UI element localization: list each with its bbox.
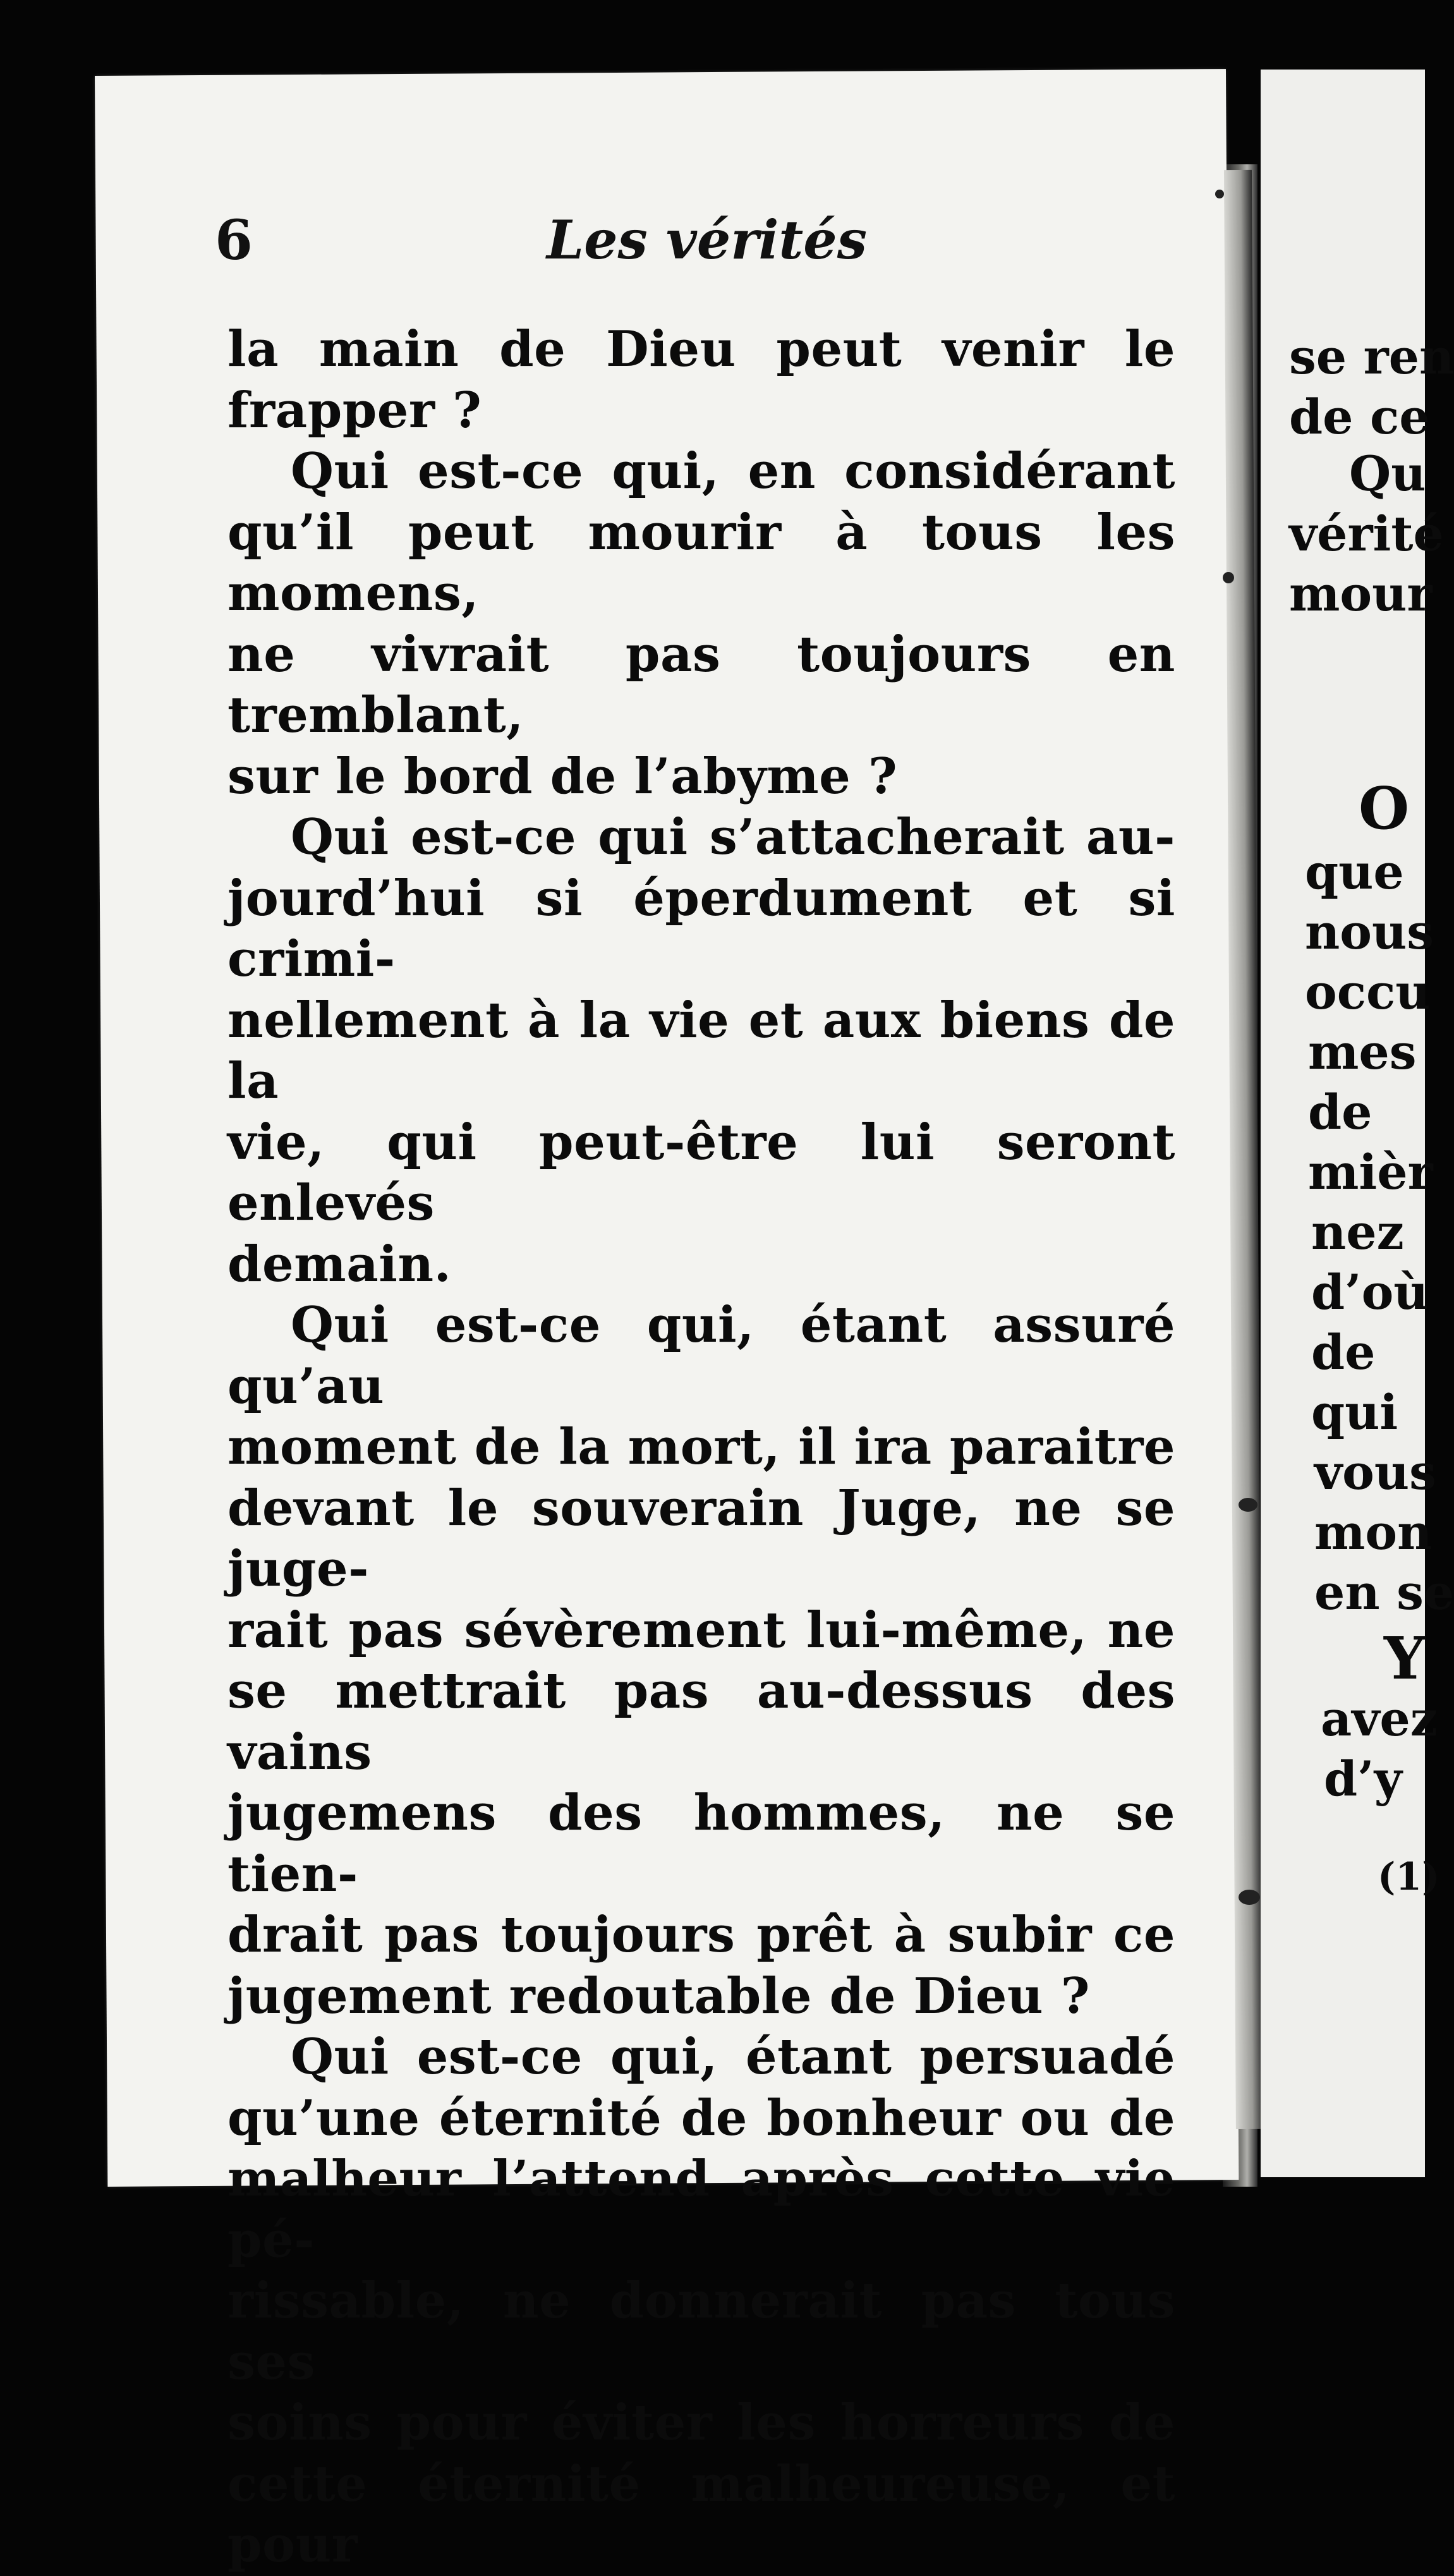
facing-fragment: mes [1308, 1024, 1417, 1080]
text-line: soins pour éviter les horreurs de [227, 2394, 1175, 2451]
text-line: jourd’hui si éperdument et si crimi- [227, 869, 1175, 988]
facing-fragment: de ce [1289, 389, 1430, 445]
facing-fragment: que [1305, 844, 1404, 900]
text-line: drait pas toujours prêt à subir ce [227, 1906, 1175, 1964]
facing-fragment: (1) [1378, 1855, 1440, 1899]
facing-fragment: d’où [1311, 1264, 1429, 1320]
running-head [126, 209, 1163, 278]
scan-speck [1215, 190, 1224, 198]
facing-fragment: O [1359, 774, 1410, 842]
text-line: rait pas sévèrement lui-même, ne [227, 1601, 1175, 1659]
facing-fragment: avez [1321, 1691, 1438, 1747]
scan-speck [1223, 572, 1234, 583]
text-line: jugement redoutable de Dieu ? [227, 1967, 1090, 2025]
running-title: Les vérités [547, 209, 867, 271]
text-line: Qui est-ce qui, étant assuré qu’au [227, 1296, 1175, 1415]
page-number: 6 [215, 209, 253, 272]
text-line: qu’il peut mourir à tous les momens, [227, 503, 1175, 622]
facing-fragment: nous [1305, 904, 1434, 960]
text-line: devant le souverain Juge, ne se juge- [227, 1479, 1175, 1598]
text-line: ne vivrait pas toujours en tremblant, [227, 625, 1175, 744]
paragraph-5 [227, 2027, 1175, 2576]
facing-fragment: vous [1314, 1444, 1436, 1500]
facing-fragment: de [1308, 1084, 1372, 1140]
facing-fragment: Qu [1349, 446, 1426, 502]
text-line: frapper ? [227, 381, 482, 439]
facing-fragment: mour [1289, 566, 1433, 622]
text-line: la main de Dieu peut venir le [227, 320, 1175, 378]
facing-fragment: occu [1305, 964, 1431, 1020]
text-line: se mettrait pas au-dessus des vains [227, 1662, 1175, 1781]
text-line: cette éternité malheureuse, et pour [227, 2455, 1175, 2573]
facing-fragment: vérité [1289, 506, 1444, 562]
paragraph-1 [227, 319, 1175, 441]
paragraph-2 [227, 441, 1175, 807]
text-line: jugemens des hommes, ne se tien- [227, 1784, 1175, 1903]
text-line: Qui est-ce qui, étant persuadé [291, 2028, 1175, 2086]
text-line: moment de la mort, il ira paraitre [227, 1418, 1175, 1476]
text-line: Qui est-ce qui, en considérant [291, 442, 1175, 500]
facing-fragment: Y [1384, 1624, 1426, 1692]
text-line: vie, qui peut-être lui seront enlevés [227, 1113, 1175, 1232]
text-line: malheur l’attend après cette vie pé- [227, 2150, 1175, 2269]
text-line: nellement à la vie et aux biens de la [227, 991, 1175, 1110]
facing-fragment: se ren [1289, 329, 1454, 385]
facing-fragment: qui [1311, 1384, 1398, 1440]
facing-fragment: nez [1311, 1204, 1404, 1260]
text-line: sur le bord de l’abyme ? [227, 747, 898, 805]
paragraph-3 [227, 807, 1175, 1295]
paragraph-4 [227, 1295, 1175, 2027]
facing-fragment: mièr [1308, 1144, 1433, 1200]
scan-speck [1239, 1498, 1257, 1512]
text-line: Qui est-ce qui s’attacherait au- [291, 808, 1175, 866]
facing-fragment: mon [1314, 1504, 1433, 1560]
facing-fragment: de [1311, 1324, 1376, 1380]
text-line: rissable, ne donnerait pas tous ses [227, 2272, 1175, 2391]
facing-fragment: en se [1314, 1564, 1454, 1620]
facing-fragment: d’y [1324, 1751, 1402, 1807]
text-line: demain. [227, 1235, 452, 1293]
scan-speck [1239, 1890, 1260, 1905]
body-text [227, 319, 1175, 2576]
text-line: qu’une éternité de bonheur ou de [227, 2089, 1175, 2147]
